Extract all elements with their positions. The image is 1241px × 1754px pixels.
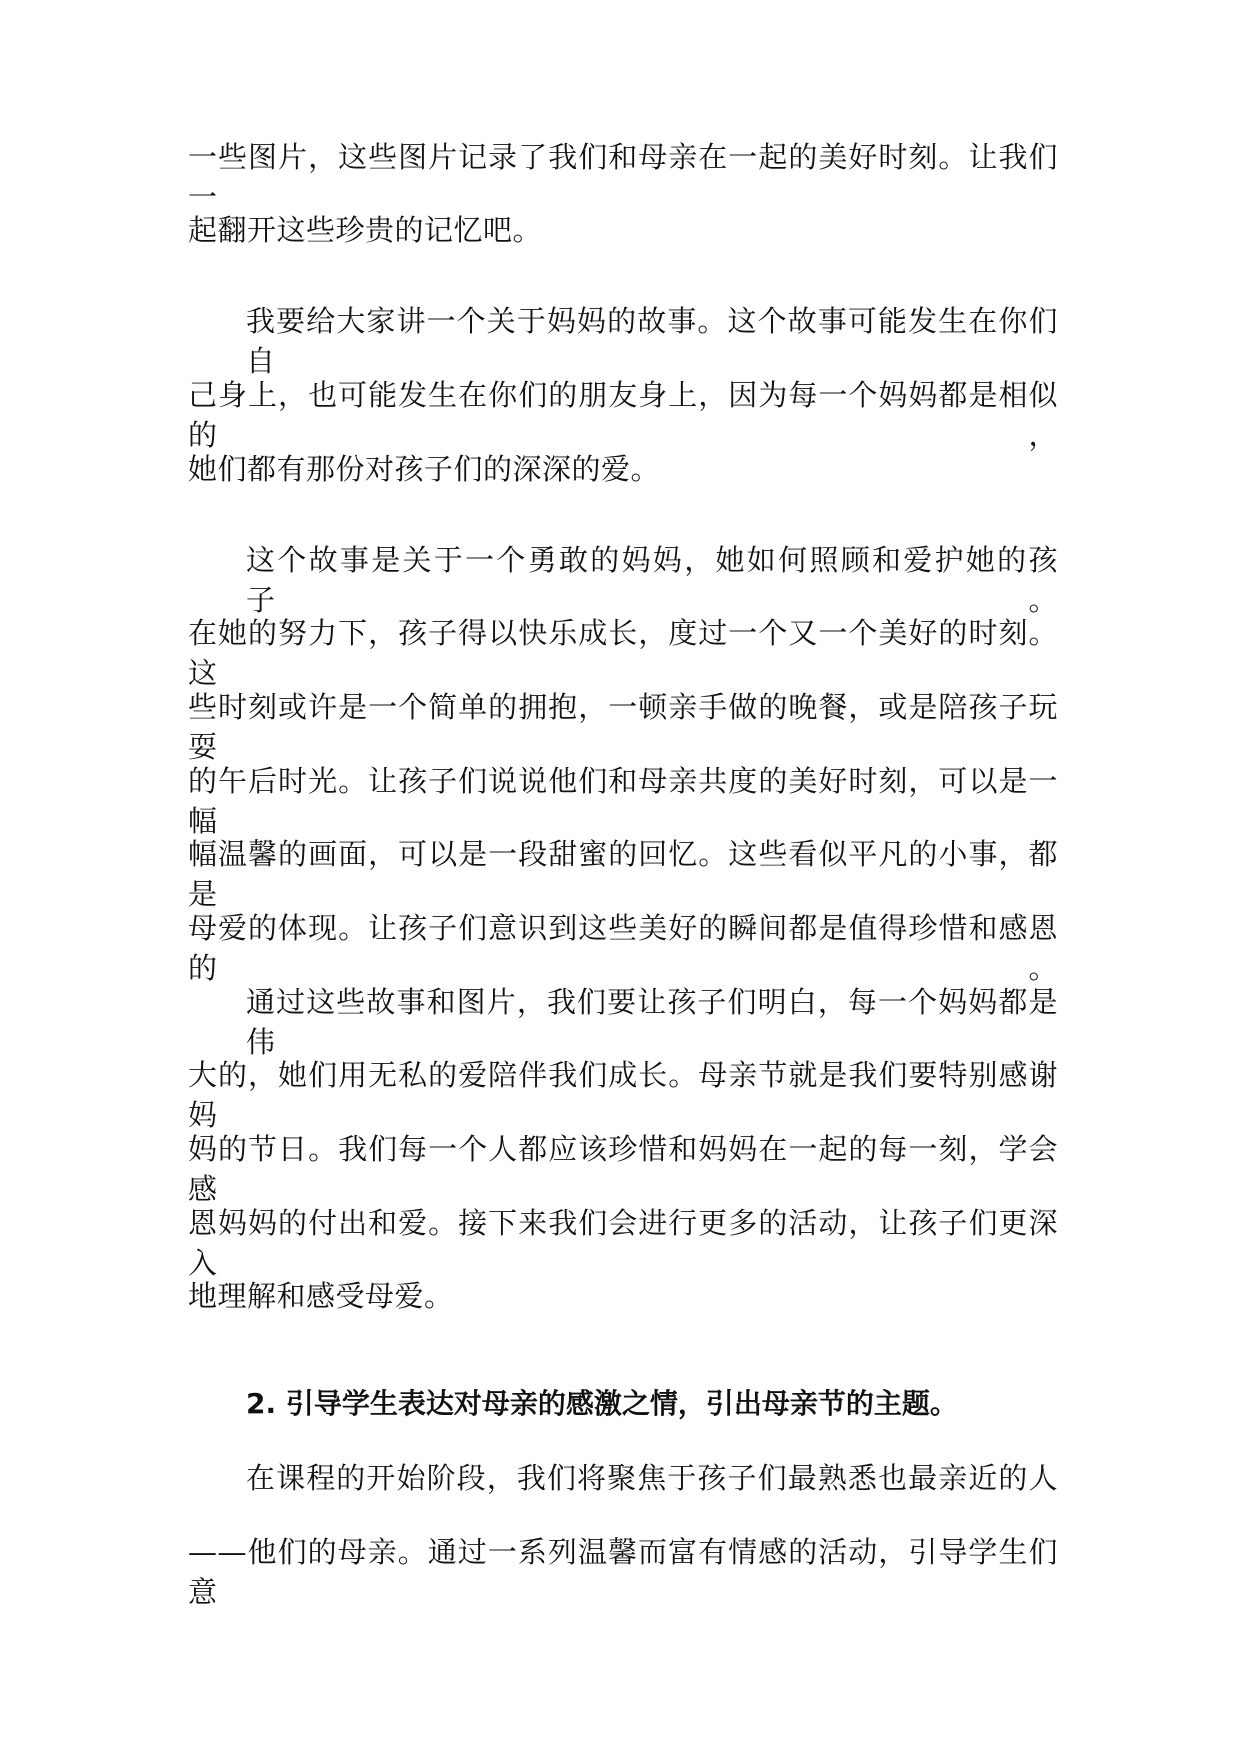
text-line: 幅温馨的画面，可以是一段甜蜜的回忆。这些看似平凡的小事，都是: [188, 837, 1058, 911]
text-line: ——他们的母亲。通过一系列温馨而富有情感的活动，引导学生们意: [188, 1535, 1058, 1609]
text-line: 起翻开这些珍贵的记忆吧。: [188, 213, 543, 247]
text-line: 她们都有那份对孩子们的深深的爱。: [188, 452, 661, 486]
text-line: 在她的努力下，孩子得以快乐成长，度过一个又一个美好的时刻。这: [188, 616, 1058, 690]
text-line: 地理解和感受母爱。: [188, 1279, 454, 1313]
section-heading: 2. 引导学生表达对母亲的感激之情，引出母亲节的主题。: [246, 1387, 958, 1420]
text-line: 己身上，也可能发生在你们的朋友身上，因为每一个妈妈都是相似的，: [188, 378, 1058, 452]
text-line: 的午后时光。让孩子们说说他们和母亲共度的美好时刻，可以是一幅: [188, 764, 1058, 838]
text-line: 母爱的体现。让孩子们意识到这些美好的瞬间都是值得珍惜和感恩的。: [188, 911, 1058, 985]
paragraph-first-line: 通过这些故事和图片，我们要让孩子们明白，每一个妈妈都是伟: [246, 985, 1058, 1059]
text-line: 恩妈妈的付出和爱。接下来我们会进行更多的活动，让孩子们更深入: [188, 1206, 1058, 1280]
paragraph-first-line: 我要给大家讲一个关于妈妈的故事。这个故事可能发生在你们自: [246, 304, 1058, 378]
text-line: 些时刻或许是一个简单的拥抱，一顿亲手做的晚餐，或是陪孩子玩耍: [188, 690, 1058, 764]
paragraph-first-line: 这个故事是关于一个勇敢的妈妈，她如何照顾和爱护她的孩子。: [246, 543, 1058, 617]
text-line: 一些图片，这些图片记录了我们和母亲在一起的美好时刻。让我们一: [188, 140, 1058, 214]
paragraph-first-line: 在课程的开始阶段，我们将聚焦于孩子们最熟悉也最亲近的人: [246, 1461, 1058, 1495]
text-line: 大的，她们用无私的爱陪伴我们成长。母亲节就是我们要特别感谢妈: [188, 1058, 1058, 1132]
text-line: 妈的节日。我们每一个人都应该珍惜和妈妈在一起的每一刻，学会感: [188, 1132, 1058, 1206]
